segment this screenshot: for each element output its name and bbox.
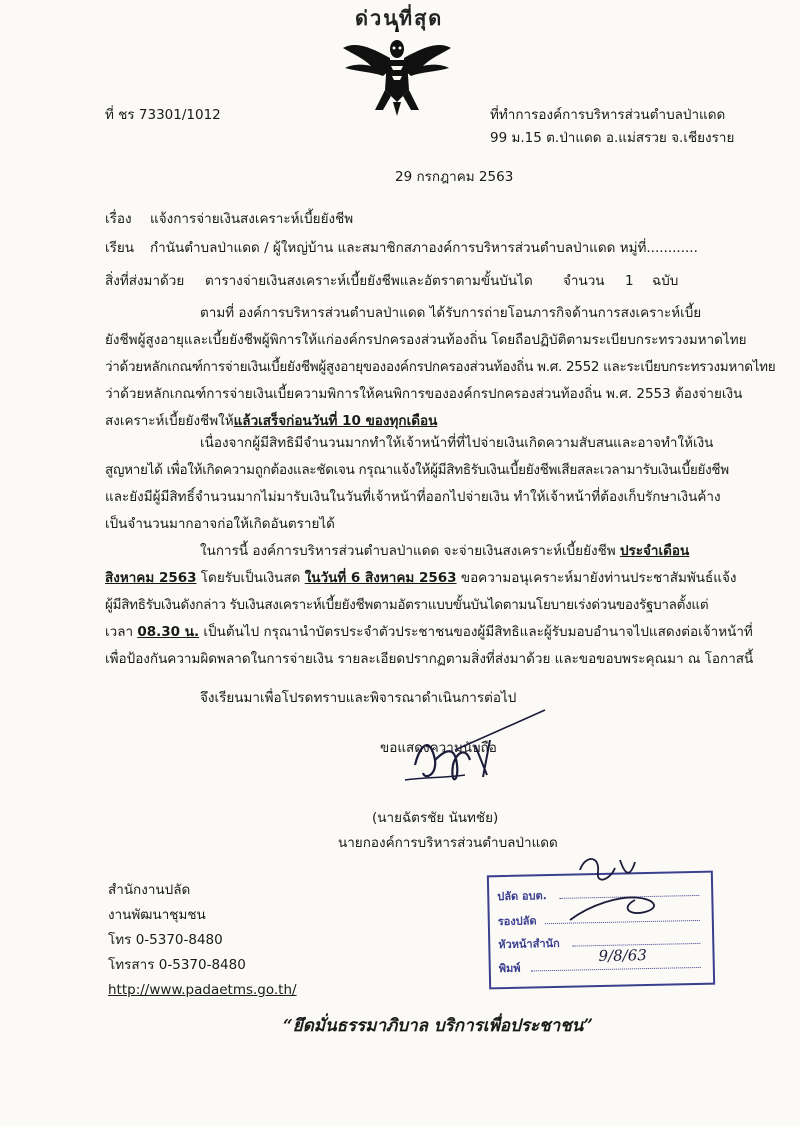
para3-line	[105, 619, 765, 646]
recipient-text: กำนันตำบลป่าแดด / ผู้ใหญ่บ้าน และสมาชิกสภาองค์การบริหารส่วนตำบลป่าแดด หมู่ที่............	[150, 240, 698, 256]
footer-tel: โทร 0-5370-8480	[108, 932, 223, 948]
para3-text: ขอความอนุเคราะห์มายังท่านประชาสัมพันธ์แจ้ง	[456, 570, 737, 586]
para1-line: ว่าด้วยหลักเกณฑ์การจ่ายเงินเบี้ยความพิการให้คนพิการขององค์กรปกครองส่วนท้องถิ่น พ.ศ. 2553 ต้องจ่ายเงิน	[105, 386, 743, 402]
stamp-row-1: ปลัด อบต.	[497, 889, 548, 904]
para3-text: โดยรับเป็นเงินสด	[196, 570, 305, 586]
stamp-row-4: พิมพ์	[498, 961, 521, 976]
letter-date: 29 กรกฎาคม 2563	[395, 169, 514, 185]
para1-line: ว่าด้วยหลักเกณฑ์การจ่ายเงินเบี้ยยังชีพผู้สูงอายุขององค์กรปกครองส่วนท้องถิ่น พ.ศ. 2552 และระเบียบกระทรวงมหาดไทย	[105, 359, 776, 375]
para1-line: ยังชีพผู้สูงอายุและเบี้ยยังชีพผู้พิการให้แก่องค์กรปกครองส่วนท้องถิ่น โดยถือปฏิบัติตามระเบียบกระทรวงมหาดไทย	[105, 332, 747, 348]
stamp-row-2: รองปลัด	[497, 914, 537, 929]
para2-line: สูญหายได้ เพื่อให้เกิดความถูกต้องและชัดเจน กรุณาแจ้งให้ผู้มีสิทธิรับเงินเบี้ยยังชีพเสียสละเวลามารับเงินเบี้ยยังชีพ	[105, 462, 729, 478]
handwritten-signature	[395, 705, 565, 795]
paragraph-1	[105, 300, 776, 435]
subject-label: เรื่อง	[105, 211, 132, 227]
garuda-caption: ด่วนที่สุด	[355, 6, 444, 30]
enclosure-qty: 1	[625, 273, 634, 289]
reference-number: ที่ ชร 73301/1012	[105, 107, 221, 123]
para3-text: เวลา	[105, 624, 138, 640]
paragraph-2	[105, 430, 765, 538]
enclosure-qty-label: จำนวน	[563, 273, 605, 289]
para3-text: เป็นต้นไป กรุณานำบัตรประจำตัวประชาชนของผู้มีสิทธิและผู้รับมอบอำนาจไปแสดงต่อเจ้าหน้าที่	[199, 624, 753, 640]
enclosure-unit: ฉบับ	[652, 273, 679, 289]
para3-line	[105, 538, 765, 565]
para3-month: สิงหาคม 2563	[105, 570, 197, 586]
para1-text: สงเคราะห์เบี้ยยังชีพให้	[105, 413, 234, 429]
signatory-name: (นายฉัตรชัย นันทชัย)	[372, 810, 499, 826]
website-link[interactable]: http://www.padaetms.go.th/	[108, 982, 297, 998]
stamp-handwriting	[560, 850, 690, 930]
recipient-label: เรียน	[105, 240, 135, 256]
para3-text: ในการนี้ องค์การบริหารส่วนตำบลป่าแดด จะจ่ายเงินสงเคราะห์เบี้ยยังชีพ	[200, 543, 620, 559]
para3-pay-date: ในวันที่ 6 สิงหาคม 2563	[304, 570, 457, 586]
para3-line: ผู้มีสิทธิรับเงินดังกล่าว รับเงินสงเคราะห์เบี้ยยังชีพตามอัตราแบบขั้นบันไดตามนโยบายเร่งด่วนของรัฐบาลตั้งแต่	[105, 597, 709, 613]
para1-deadline: แล้วเสร็จก่อนวันที่ 10 ของทุกเดือน	[233, 413, 438, 429]
subject-text: แจ้งการจ่ายเงินสงเคราะห์เบี้ยยังชีพ	[150, 211, 354, 227]
regards: ขอแสดงความนับถือ	[380, 740, 497, 756]
office-address-line1: ที่ทำการองค์การบริหารส่วนตำบลป่าแดด	[490, 107, 726, 123]
office-address-line2: 99 ม.15 ต.ป่าแดด อ.แม่สรวย จ.เชียงราย	[490, 130, 735, 146]
enclosure-label: สิ่งที่ส่งมาด้วย	[105, 273, 185, 289]
motto: “ยึดมั่นธรรมาภิบาล บริการเพื่อประชาชน”	[283, 1016, 594, 1036]
stamp-handwritten-date: 9/8/63	[598, 946, 648, 966]
para3-month-label: ประจำเดือน	[619, 543, 690, 559]
para2-line: เนื่องจากผู้มีสิทธิมีจำนวนมากทำให้เจ้าหน้าที่ที่ไปจ่ายเงินเกิดความสับสนและอาจทำให้เงิน	[200, 435, 714, 451]
footer-section: งานพัฒนาชุมชน	[108, 907, 206, 923]
para2-line: เป็นจำนวนมากอาจก่อให้เกิดอันตรายได้	[105, 516, 335, 532]
para2-line: และยังมีผู้มีสิทธิ์จำนวนมากไม่มารับเงินในวันที่เจ้าหน้าที่ออกไปจ่ายเงิน ทำให้เจ้าหน้าที่ต้องเก็บรักษาเงินค้าง	[105, 489, 721, 505]
footer-office: สำนักงานปลัด	[108, 882, 191, 898]
enclosure-text: ตารางจ่ายเงินสงเคราะห์เบี้ยยังชีพและอัตราตามขั้นบันได	[205, 273, 533, 289]
para3-time: 08.30 น.	[137, 624, 200, 640]
closing-sentence: จึงเรียนมาเพื่อโปรดทราบและพิจารณาดำเนินการต่อไป	[200, 690, 517, 706]
para3-line	[105, 565, 765, 592]
signatory-position: นายกองค์การบริหารส่วนตำบลป่าแดด	[338, 835, 558, 851]
paragraph-3	[105, 538, 765, 673]
stamp-row-3: หัวหน้าสำนัก	[498, 936, 560, 952]
para3-line: เพื่อป้องกันความผิดพลาดในการจ่ายเงิน รายละเอียดปรากฏตามสิ่งที่ส่งมาด้วย และขอขอบพระคุณมา ณ โอกาสนี้	[105, 651, 754, 667]
footer-fax: โทรสาร 0-5370-8480	[108, 957, 246, 973]
para1-line: ตามที่ องค์การบริหารส่วนตำบลป่าแดด ได้รับการถ่ายโอนภารกิจด้านการสงเคราะห์เบี้ย	[200, 305, 702, 321]
